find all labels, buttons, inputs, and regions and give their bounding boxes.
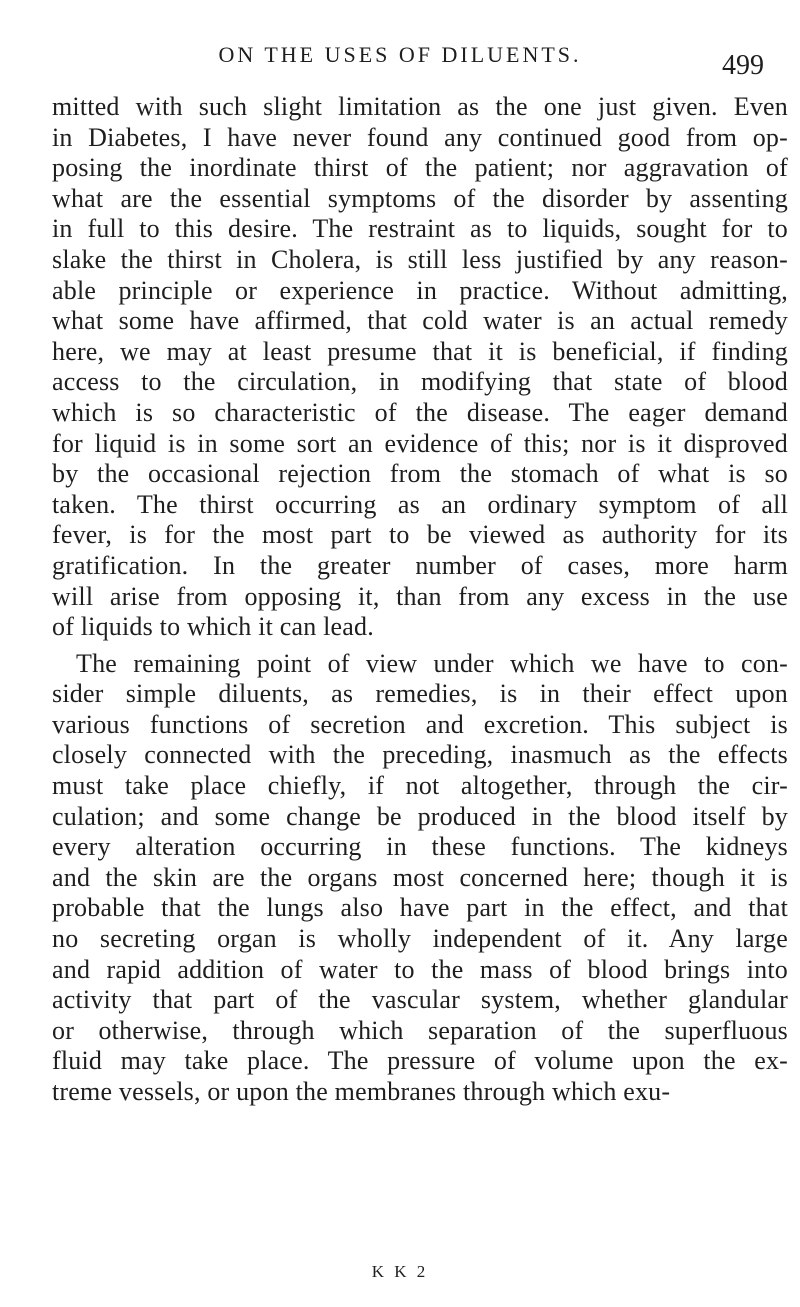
text-line: access to the circulation, in modifying that state of blood xyxy=(52,367,788,397)
text-line: activity that part of the vascular system, whether glandular xyxy=(52,985,788,1015)
text-line: and the skin are the organs most concerned here; though it is xyxy=(52,862,788,892)
text-line: of liquids to which it can lead. xyxy=(52,612,374,642)
text-line: closely connected with the preceding, inasmuch as the effects xyxy=(52,740,788,770)
signature-mark: K K 2 xyxy=(371,1262,429,1281)
text-line: gratification. In the greater number of cases, more harm xyxy=(52,550,788,580)
text-line: no secreting organ is wholly independent of it. Any large xyxy=(52,924,788,954)
text-line: what some have affirmed, that cold water is an actual remedy xyxy=(52,306,788,336)
paragraph-1 xyxy=(52,92,788,643)
text-line: which is so characteristic of the disease. The eager demand xyxy=(52,397,788,427)
text-line: various functions of secretion and excretion. This subject is xyxy=(52,709,788,739)
text-line: fever, is for the most part to be viewed as authority for its xyxy=(52,520,788,550)
running-head: ON THE USES OF DILUENTS. xyxy=(218,42,582,67)
page-number: 499 xyxy=(722,50,764,81)
text-line: able principle or experience in practice. Without admitting, xyxy=(52,275,788,305)
text-line: will arise from opposing it, than from any excess in the use xyxy=(52,581,788,611)
text-line: must take place chiefly, if not altogether, through the cir- xyxy=(52,771,788,801)
text-line: taken. The thirst occurring as an ordinary symptom of all xyxy=(52,489,788,519)
text-line: sider simple diluents, as remedies, is in their effect upon xyxy=(52,679,788,709)
text-line: slake the thirst in Cholera, is still less justified by any reason- xyxy=(52,244,788,274)
text-line: every alteration occurring in these functions. The kidneys xyxy=(52,832,788,862)
text-line: treme vessels, or upon the membranes through which exu- xyxy=(52,1077,671,1106)
text-line: and rapid addition of water to the mass of blood brings into xyxy=(52,954,788,984)
text-line: in full to this desire. The restraint as to liquids, sought for to xyxy=(52,214,788,244)
text-line: posing the inordinate thirst of the patient; nor aggravation of xyxy=(52,153,788,183)
text-line: for liquid is in some sort an evidence of this; nor is it disproved xyxy=(52,428,788,458)
text-line: in Diabetes, I have never found any continued good from op- xyxy=(52,122,788,152)
text-line: mitted with such slight limitation as the one just given. Even xyxy=(52,92,788,121)
text-line: here, we may at least presume that it is beneficial, if finding xyxy=(52,336,788,366)
text-line: The remaining point of view under which we have to con- xyxy=(76,648,788,678)
text-line: culation; and some change be produced in the blood itself by xyxy=(52,801,788,831)
text-line: by the occasional rejection from the stomach of what is so xyxy=(52,459,788,489)
text-line: probable that the lungs also have part in the effect, and that xyxy=(52,893,788,923)
text-line: what are the essential symptoms of the disorder by assenting xyxy=(52,183,788,213)
text-line: fluid may take place. The pressure of volume upon the ex- xyxy=(52,1046,788,1076)
paragraph-2 xyxy=(52,649,788,1108)
body-text xyxy=(52,92,788,1108)
text-line: or otherwise, through which separation of the superfluous xyxy=(52,1015,788,1045)
